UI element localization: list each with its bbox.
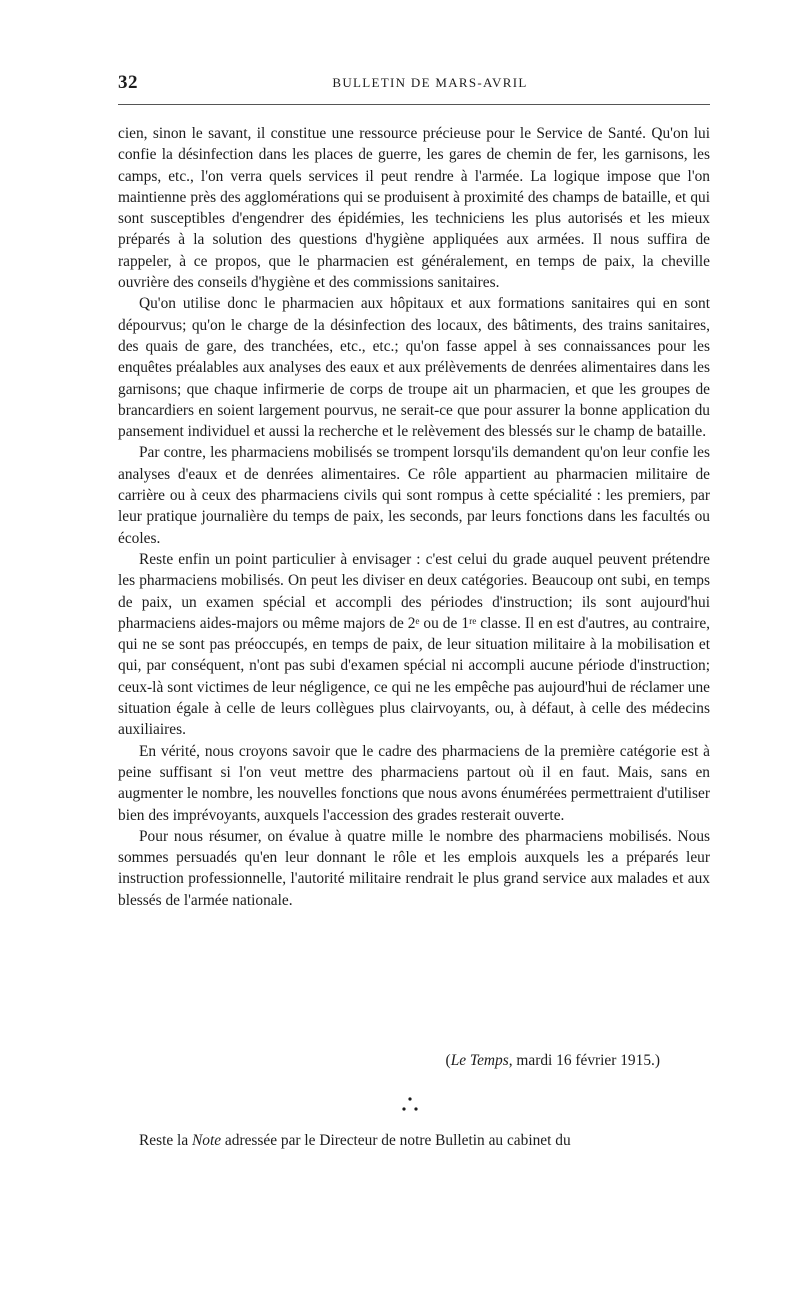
source-citation	[446, 1050, 660, 1071]
header-rule	[118, 104, 710, 105]
source-open: (	[445, 1052, 451, 1069]
source-newspaper: Le Temps	[450, 1052, 509, 1069]
paragraph-5: En vérité, nous croyons savoir que le cadre des pharmaciens de la première catégorie est à peine suffisant si l'on veut mettre des pharmaciens partout où il en faut. Mais, sans en augmenter le nombre, les nouvelles fonctions que nous avons énumérées permettraient d'utiliser bien des imprévoyants, auxquels l'accession des grades resterait ouverte.	[118, 742, 710, 824]
closing-before: Reste la	[139, 1132, 192, 1149]
paragraph-6: Pour nous résumer, on évalue à quatre mille le nombre des pharmaciens mobilisés. Nous sommes persuadés qu'en leur donnant le rôle et les emplois auxquels les a préparés leur instruction professionnelle, l'autorité militaire rendrait le plus grand service aux malades et aux blessés de l'armée nationale.	[118, 827, 710, 909]
source-date: , mardi 16 février 1915.)	[508, 1052, 660, 1069]
paragraph-1: cien, sinon le savant, il constitue une ressource précieuse pour le Service de Santé. Qu'on lui confie la désinfection dans les places de guerre, les gares de chemin de fer, les garnisons, les camps, etc., l'on verra quels services il peut rendre à l'armée. La logique impose que l'on maintienne près des agglomérations qui se produisent à proximité des champs de bataille, et qui sont susceptibles d'engendrer des épidémies, les techniciens les plus autorisés et les mieux préparés à la solution des questions d'hygiène appliquées aux armées. Il nous suffira de rappeler, à ce propos, que le pharmacien est généralement, en temps de paix, la cheville ouvrière des conseils d'hygiène et des commissions sanitaires.	[118, 125, 710, 292]
paragraph-4: Reste enfin un point particulier à envisager : c'est celui du grade auquel peuvent prétendre les pharmaciens mobilisés. On peut les diviser en deux catégories. Beaucoup ont subi, en temps de paix, un examen spécial et accompli des périodes d'instruction; ils sont aujourd'hui pharmaciens aides-majors ou même majors de 2ᵉ ou de 1ʳᵉ classe. Il en est d'autres, au contraire, qui ne se sont pas préoccupés, en temps de paix, de leur situation militaire à la mobilisation et qui, par conséquent, n'ont pas subi d'examen spécial ni accompli aucune période d'instruction; ceux-là sont victimes de leur négligence, ce qui ne les empêche pas aujourd'hui de réclamer une situation égale à celle de leurs collègues plus clairvoyants, ou, à défaut, à celle des médecins auxiliaires.	[118, 550, 710, 739]
asterism-ornament	[396, 1094, 424, 1116]
running-header: BULLETIN DE MARS-AVRIL	[332, 75, 528, 90]
closing-note: Note	[192, 1132, 222, 1149]
closing-line	[118, 1130, 710, 1151]
paragraph-2: Qu'on utilise donc le pharmacien aux hôpitaux et aux formations sanitaires qui en sont dépourvus; qu'on le charge de la désinfection des locaux, des bâtiments, des trains sanitaires, des quais de gare, des tranchées, etc., etc.; qu'on fasse appel à ses connaissances pour les enquêtes préalables aux analyses des eaux et aux prélèvements de denrées alimentaires dans les garnisons; que chaque infirmerie de corps de troupe ait un pharmacien, et que les groupes de brancardiers en soient largement pourvus, ne serait-ce que pour assurer la bonne application du pansement individuel et aussi la recherche et le relèvement des blessés sur le champ de bataille.	[118, 295, 710, 441]
body-text	[118, 123, 710, 911]
closing-after: adressée par le Directeur de notre Bulletin au cabinet du	[221, 1132, 571, 1149]
paragraph-3: Par contre, les pharmaciens mobilisés se trompent lorsqu'ils demandent qu'on leur confie les analyses d'eaux et de denrées alimentaires. Ce rôle appartient au pharmacien militaire de carrière ou à ceux des pharmaciens civils qui sont rompus à cette spécialité : les premiers, par leur pratique journalière du temps de paix, les seconds, par leurs fonctions dans les facultés ou écoles.	[118, 444, 710, 547]
page-number: 32	[118, 72, 138, 93]
